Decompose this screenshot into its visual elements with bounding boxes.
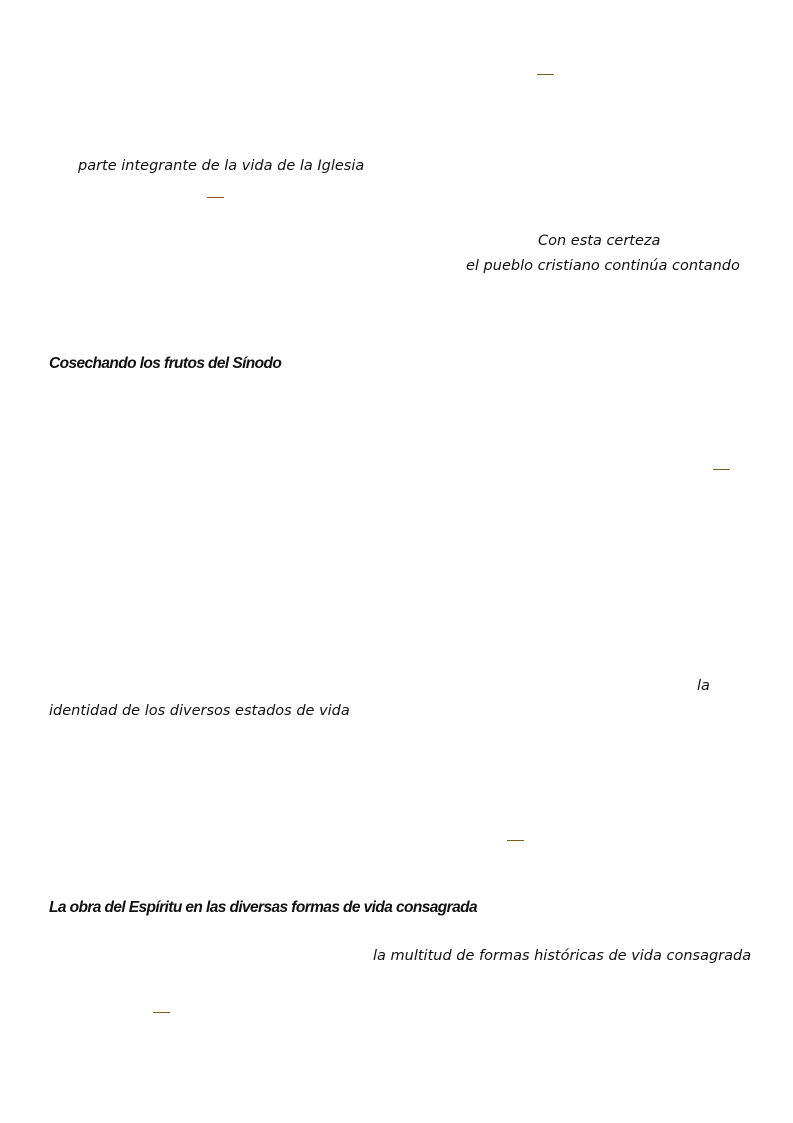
footnote-link-mark[interactable]	[507, 840, 524, 841]
italic-fragment: la multitud de formas históricas de vida consagrada	[373, 948, 752, 964]
italic-fragment: Con esta certeza	[538, 233, 661, 249]
footnote-link-mark[interactable]	[153, 1012, 170, 1013]
footnote-link-mark[interactable]	[207, 197, 224, 198]
italic-fragment: el pueblo cristiano continúa contando	[466, 258, 740, 274]
italic-fragment: identidad de los diversos estados de vida	[49, 703, 350, 719]
section-heading: La obra del Espíritu en las diversas formas de vida consagrada	[49, 899, 477, 916]
footnote-link-mark[interactable]	[537, 74, 554, 75]
italic-fragment: la	[697, 678, 710, 694]
section-heading: Cosechando los frutos del Sínodo	[49, 355, 282, 372]
footnote-link-mark[interactable]	[713, 469, 730, 470]
italic-fragment: parte integrante de la vida de la Iglesia	[78, 158, 365, 174]
